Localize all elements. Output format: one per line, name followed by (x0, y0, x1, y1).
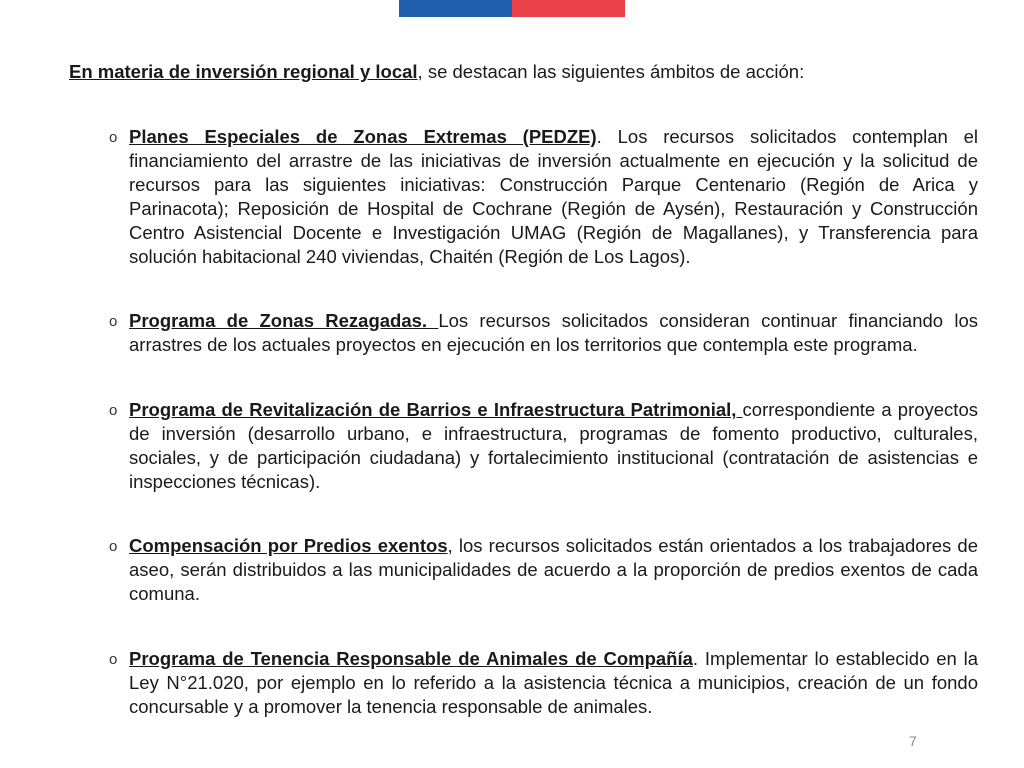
list-item-tenencia-responsable (109, 647, 978, 719)
list-item-text (129, 309, 978, 357)
list-item-body: Los recursos solicitados contemplan el financiamiento del arrastre de las iniciativas de inversión actualmente en ejecución y la solicitud de recursos para las siguientes iniciativas: Construcción Parque Centenario (Región de Arica y Parinacota); Reposición de Hospital de Cochrane (Región de Aysén), Restauración y Construcción Centro Asistencial Docente e Investigación UMAG (Región de Magallanes), y Transferencia para solución habitacional 240 viviendas, Chaitén (Región de Los Lagos). (129, 126, 978, 267)
list-item-body: Los recursos solicitados consideran continuar financiando los arrastres de los actuales proyectos en ejecución en los territorios que contempla este programa. (129, 310, 978, 355)
list-item-zonas-rezagadas (109, 309, 978, 357)
page-number: 7 (909, 733, 917, 749)
intro-text: , se destacan las siguientes ámbitos de acción: (417, 61, 805, 82)
flag-red-segment (512, 0, 625, 17)
list-item-title: Programa de Tenencia Responsable de Animales de Compañía (129, 648, 693, 669)
intro-paragraph (69, 60, 969, 84)
list-item-title: Programa de Revitalización de Barrios e Infraestructura Patrimonial, (129, 399, 743, 420)
list-item-title: Programa de Zonas Rezagadas. (129, 310, 439, 331)
list-item-text (129, 398, 978, 494)
list-item-title: Planes Especiales de Zonas Extremas (PEDZE) (129, 126, 597, 147)
bullet-icon: o (109, 402, 118, 419)
flag-color-bar (399, 0, 625, 17)
list-item-title: Compensación por Predios exentos (129, 535, 448, 556)
bullet-icon: o (109, 129, 118, 146)
list-item-text (129, 647, 978, 719)
list-item-body: los recursos solicitados están orientados a los trabajadores de aseo, serán distribuidos a las municipalidades de acuerdo a la proporción de predios exentos de cada comuna. (129, 535, 978, 604)
bullet-icon: o (109, 651, 118, 668)
list-item-text (129, 534, 978, 606)
bullet-icon: o (109, 538, 118, 555)
list-item-predios-exentos (109, 534, 978, 606)
list-item-title-suffix: . (596, 126, 602, 147)
list-item-body: correspondiente a proyectos de inversión (desarrollo urbano, e infraestructura, programas de fomento productivo, culturales, sociales, y de participación ciudadana) y fortalecimiento institucional (contratación de asistencias e inspecciones técnicas). (129, 399, 978, 492)
list-item-body: Implementar lo establecido en la Ley N°21.020, por ejemplo en lo referido a la asistencia técnica a municipios, creación de un fondo concursable y a promover la tenencia responsable de animales. (129, 648, 978, 717)
list-item-text (129, 125, 978, 269)
flag-blue-segment (399, 0, 512, 17)
bullet-icon: o (109, 313, 118, 330)
list-item-pedze (109, 125, 978, 269)
list-item-title-suffix: . (692, 648, 699, 669)
intro-heading: En materia de inversión regional y local (69, 61, 418, 82)
list-item-title-suffix: , (447, 535, 453, 556)
list-item-revitalizacion-barrios (109, 398, 978, 494)
